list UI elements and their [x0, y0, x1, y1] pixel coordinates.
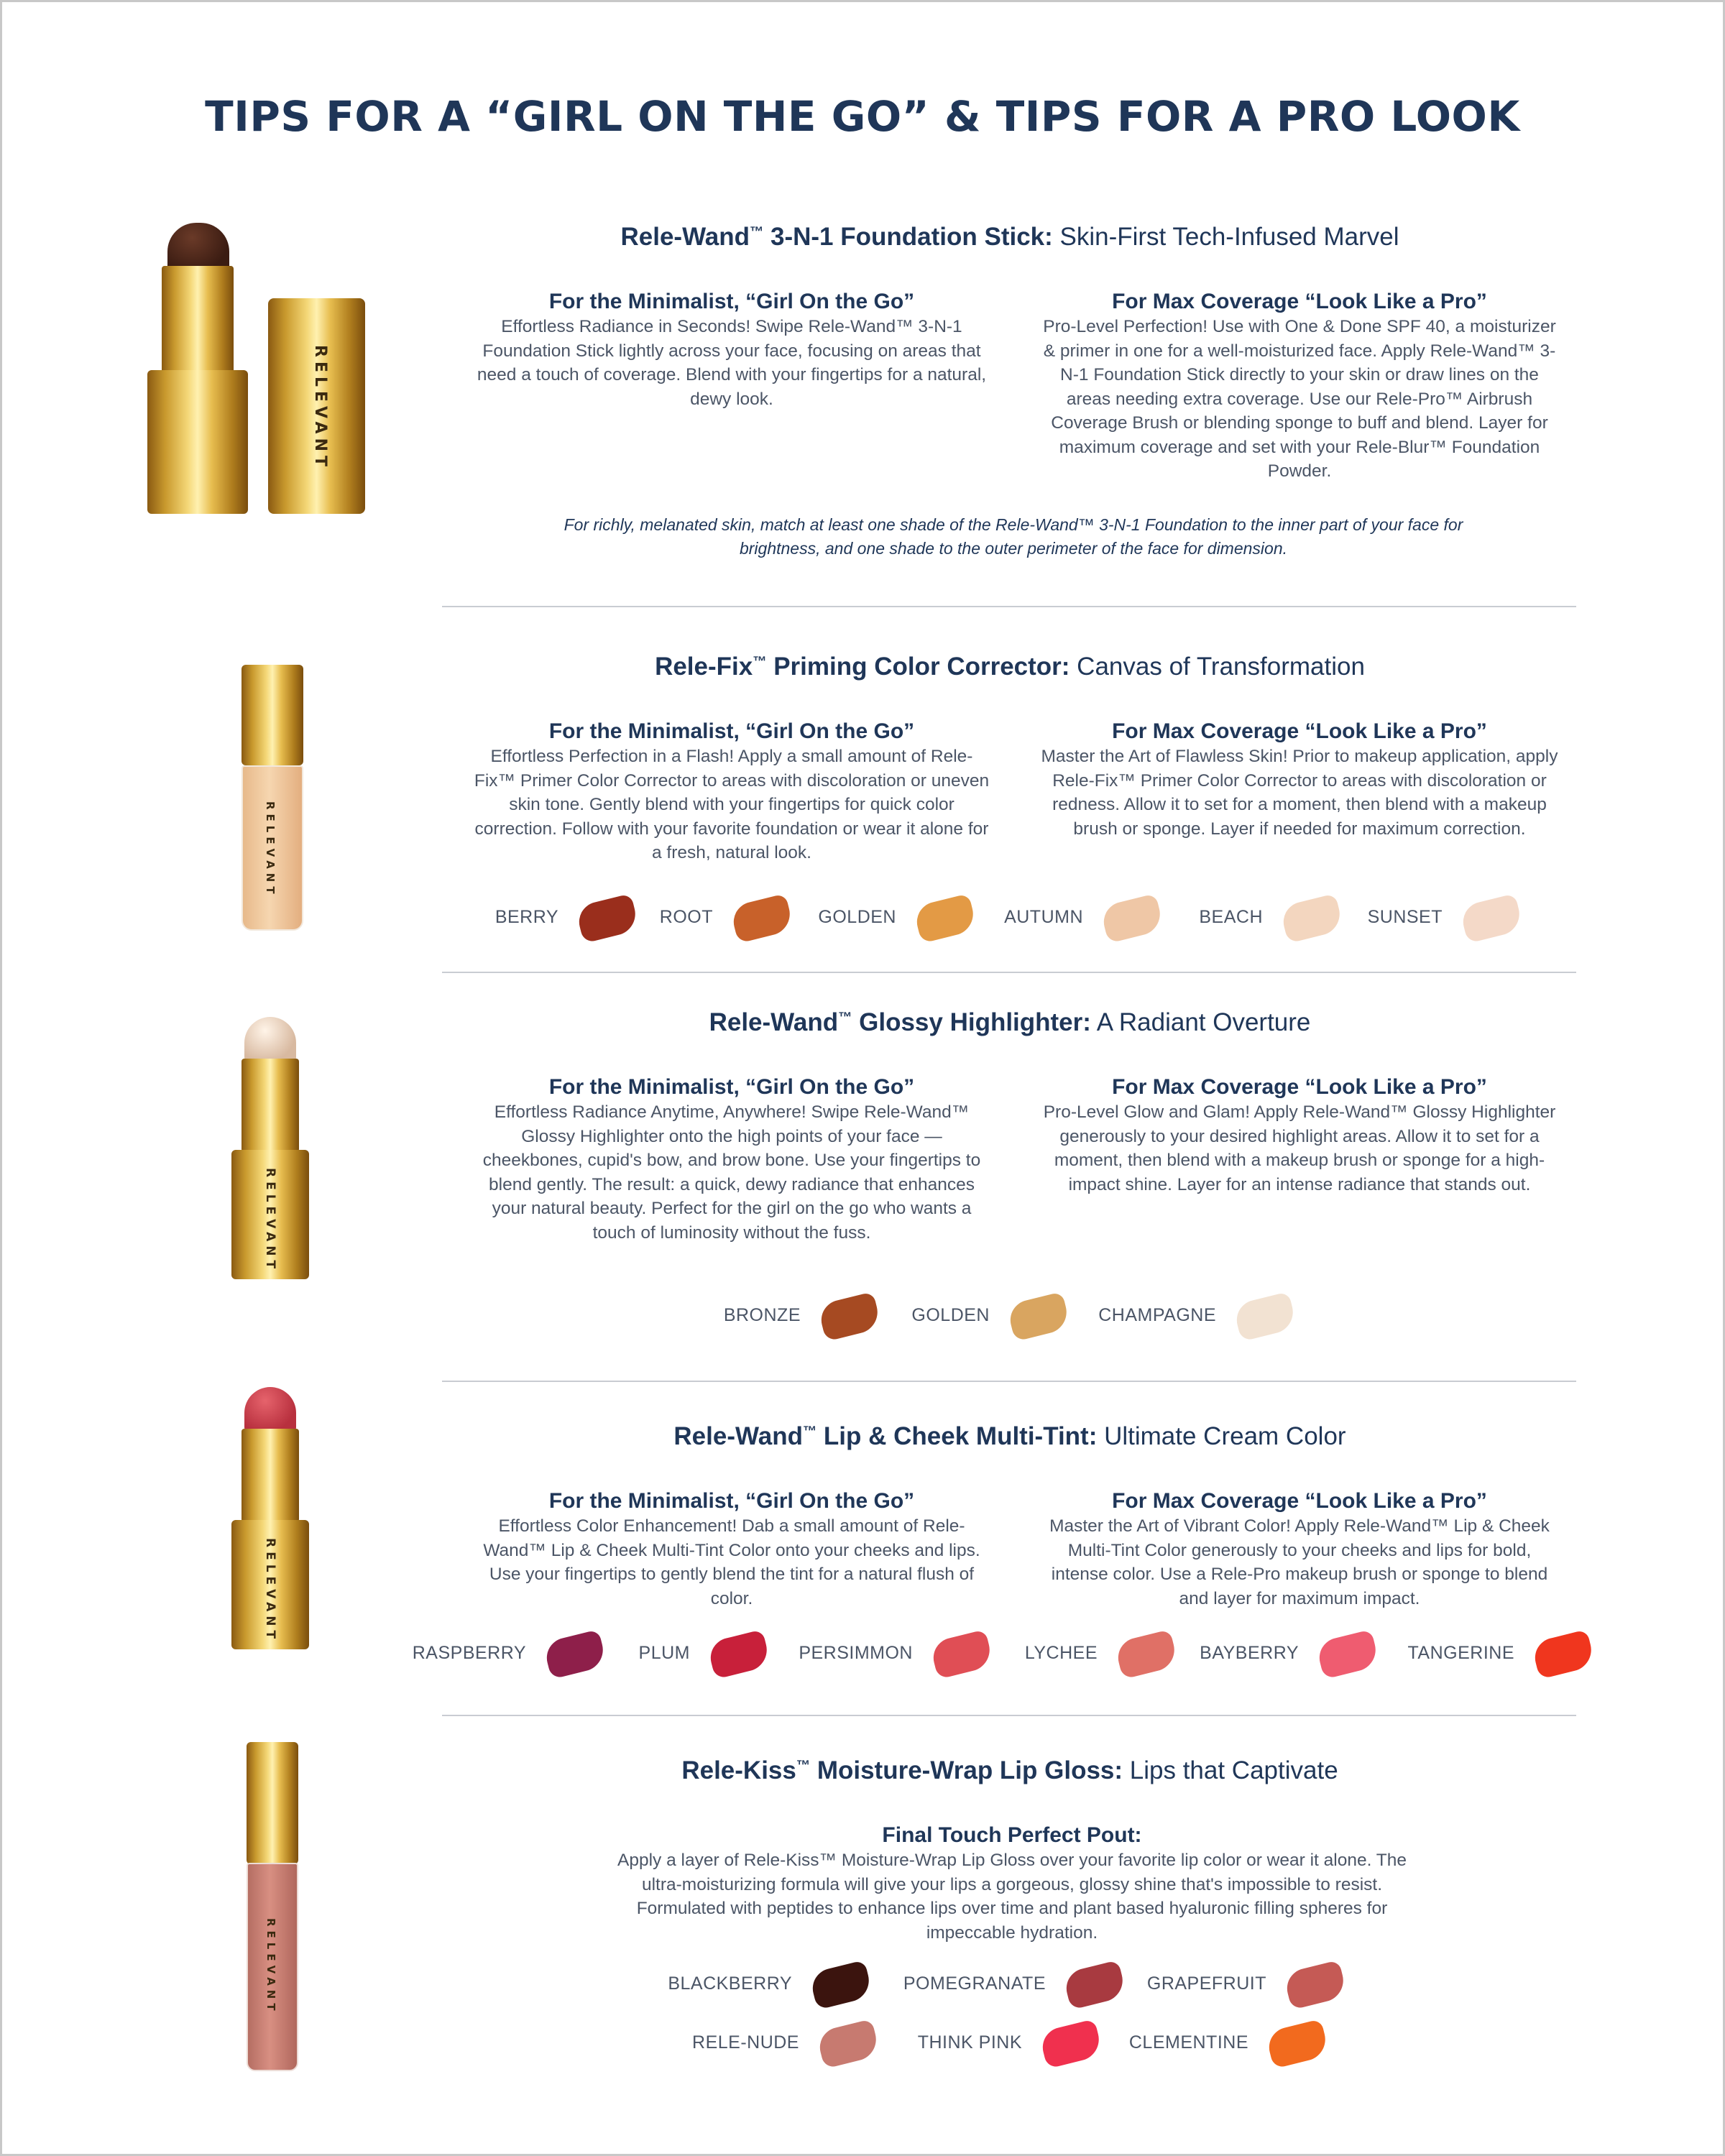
- perfect-pout-heading: Final Touch Perfect Pout:: [882, 1823, 1142, 1847]
- section-divider: [442, 1381, 1576, 1382]
- minimalist-tips: [473, 1488, 990, 1611]
- minimalist-heading: For the Minimalist, “Girl On the Go”: [548, 1489, 915, 1513]
- shade-swatches: RASPBERRY PLUM PERSIMMON LYCHEE BAYBERRY TANGERINE: [0, 1630, 1725, 1680]
- pro-heading: For Max Coverage “Look Like a Pro”: [1112, 1075, 1487, 1099]
- brand-logo: RELEVANT: [264, 1918, 277, 2015]
- brand-logo: RELEVANT: [264, 801, 277, 898]
- section-divider: [442, 1715, 1576, 1716]
- section-divider: [442, 972, 1576, 973]
- pro-body: Master the Art of Vibrant Color! Apply Rele-Wand™ Lip & Cheek Multi-Tint Color generously to your cheeks and lips for bold, intense color. Use a Rele-Pro makeup brush or sponge to blend and layer for maximum impact.: [1049, 1516, 1550, 1608]
- minimalist-heading: For the Minimalist, “Girl On the Go”: [548, 290, 915, 313]
- pro-heading: For Max Coverage “Look Like a Pro”: [1112, 1489, 1487, 1513]
- minimalist-heading: For the Minimalist, “Girl On the Go”: [548, 1075, 915, 1099]
- section-title: Rele-Wand™ Lip & Cheek Multi-Tint: Ultimate Cream Color: [673, 1422, 1346, 1450]
- page-title: TIPS FOR A “GIRL ON THE GO” & TIPS FOR A PRO LOOK: [205, 92, 1520, 141]
- shade-swatches: BRONZE GOLDEN CHAMPAGNE: [0, 1292, 1725, 1342]
- shade-swatches: BERRY ROOT GOLDEN AUTUMN BEACH SUNSET: [0, 894, 1725, 944]
- shade-swatches: BLACKBERRY POMEGRANATE GRAPEFRUIT: [0, 1961, 1725, 2011]
- section-title: Rele-Wand™ Glossy Highlighter: A Radiant Overture: [709, 1008, 1311, 1036]
- brand-logo: RELEVANT: [263, 1538, 277, 1644]
- section-divider: [442, 606, 1576, 607]
- pro-heading: For Max Coverage “Look Like a Pro”: [1112, 290, 1487, 313]
- section-title: Rele-Wand™ 3-N-1 Foundation Stick: Skin-First Tech-Infused Marvel: [620, 223, 1399, 251]
- lip-cheek-tint-image: [231, 1387, 314, 1653]
- brand-logo: RELEVANT: [263, 1168, 277, 1273]
- section-title: Rele-Kiss™ Moisture-Wrap Lip Gloss: Lips that Captivate: [681, 1756, 1338, 1784]
- pro-tips: [1041, 289, 1558, 484]
- pro-body: Pro-Level Glow and Glam! Apply Rele-Wand™ Glossy Highlighter generously to your desired highlight areas. Allow it to set for a moment, then blend with a makeup brush or sponge for a high-impact shine. Layer for an intense radiance that stands out.: [1043, 1102, 1556, 1194]
- pro-body: Pro-Level Perfection! Use with One & Done SPF 40, a moisturizer & primer in one for a well-moisturized face. Apply Rele-Wand™ 3-N-1 Foundation Stick directly to your skin or draw lines on the areas needing extra coverage. Use our Rele-Pro™ Airbrush Coverage Brush or blending sponge to buff and blend. Layer for maximum coverage and set with your Rele-Blur™ Foundation Powder.: [1043, 317, 1556, 481]
- minimalist-body: Effortless Perfection in a Flash! Apply a small amount of Rele-Fix™ Primer Color Corrector to areas with discoloration or uneven skin tone. Gently blend with your fingertips for quick color correction. Follow with your favorite foundation or wear it alone for a fresh, natural look.: [474, 747, 990, 862]
- minimalist-heading: For the Minimalist, “Girl On the Go”: [548, 719, 915, 743]
- highlighter-image: [231, 1017, 314, 1283]
- foundation-stick-image: [147, 216, 370, 525]
- minimalist-tips: [473, 289, 990, 411]
- minimalist-body: Effortless Color Enhancement! Dab a small amount of Rele-Wand™ Lip & Cheek Multi-Tint Color onto your cheeks and lips. Use your fingertips to gently blend the tint for a natural flush of color.: [483, 1516, 980, 1608]
- brand-logo: RELEVANT: [311, 345, 329, 471]
- minimalist-tips: [473, 1074, 990, 1245]
- pro-tips: [1041, 719, 1558, 841]
- perfect-pout-body: Apply a layer of Rele-Kiss™ Moisture-Wrap Lip Gloss over your favorite lip color or wear it alone. The ultra-moisturizing formula will give your lips a gorgeous, glossy shine that's impossible to resist. Formulated with peptides to enhance lips over time and plant based hyaluronic filling spheres for impeccable hydration.: [617, 1851, 1407, 1943]
- minimalist-body: Effortless Radiance Anytime, Anywhere! Swipe Rele-Wand™ Glossy Highlighter onto the high points of your face —cheekbones, cupid's bow, and brow bone. Use your fingertips to blend gently. The result: a quick, dewy radiance that enhances your natural beauty. Perfect for the girl on the go who wants a touch of luminosity without the fuss.: [482, 1102, 981, 1243]
- melanated-skin-note: For richly, melanated skin, match at least one shade of the Rele-Wand™ 3-N-1 Foundation to the inner part of your face for brightness, and one shade to the outer perimeter of the face for dimension.: [564, 515, 1463, 558]
- pro-heading: For Max Coverage “Look Like a Pro”: [1112, 719, 1487, 743]
- section-title: Rele-Fix™ Priming Color Corrector: Canvas of Transformation: [655, 653, 1365, 681]
- pro-tips: [1041, 1074, 1558, 1197]
- minimalist-body: Effortless Radiance in Seconds! Swipe Rele-Wand™ 3-N-1 Foundation Stick lightly across your face, focusing on areas that need a touch of coverage. Blend with your fingertips for a natural, dewy look.: [477, 317, 987, 409]
- pro-body: Master the Art of Flawless Skin! Prior to makeup application, apply Rele-Fix™ Primer Color Corrector to areas with discoloration or redness. Allow it to set for a moment, then blend with a makeup brush or sponge. Layer if needed for maximum correction.: [1041, 747, 1558, 839]
- minimalist-tips: [473, 719, 990, 865]
- pro-tips: [1041, 1488, 1558, 1611]
- perfect-pout-tips: [602, 1823, 1422, 1945]
- shade-swatches: RELE-NUDE THINK PINK CLEMENTINE: [0, 2019, 1725, 2070]
